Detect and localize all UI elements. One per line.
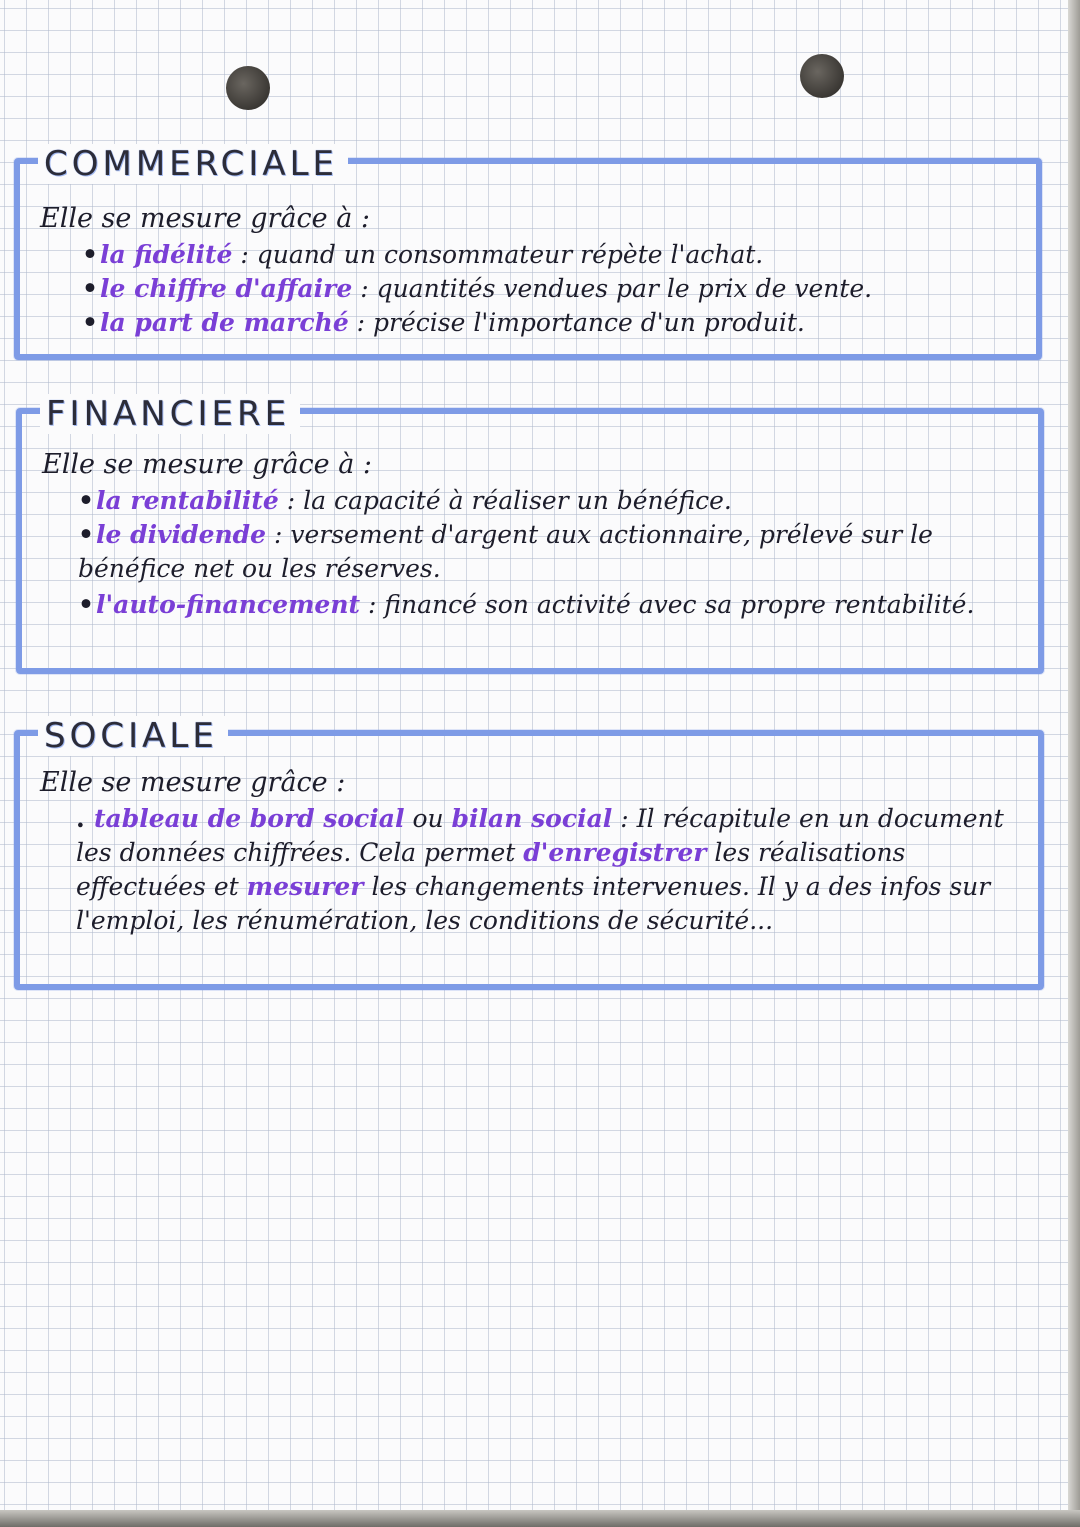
term: bilan social — [451, 804, 613, 833]
term: mesurer — [246, 872, 364, 901]
list-item — [78, 588, 1008, 622]
list-item — [82, 306, 805, 340]
section-commerciale — [14, 144, 1042, 360]
definition: : Il récapitule en un document les données chiffrées. Cela permet — [76, 804, 1004, 867]
definition: : la capacité à réaliser un bénéfice. — [286, 486, 732, 515]
list-item — [82, 272, 872, 306]
bullet: • — [82, 308, 98, 337]
list-item — [78, 518, 1008, 586]
section-sociale — [14, 716, 1044, 990]
definition: les réalisations effectuées et — [76, 838, 906, 901]
paper-edge-right — [1068, 0, 1080, 1527]
binder-hole-right — [800, 54, 844, 98]
definition: : financé son activité avec sa propre rentabilité. — [368, 590, 975, 619]
term: d'enregistrer — [523, 838, 707, 867]
bullet: • — [78, 590, 94, 619]
bullet: • — [82, 240, 98, 269]
intro-commerciale: Elle se mesure grâce à : — [40, 203, 370, 234]
section-title-commerciale: COMMERCIALE — [38, 144, 348, 184]
definition: : versement d'argent aux actionnaire, prélevé sur le bénéfice net ou les réserves. — [78, 520, 933, 583]
term: l'auto-financement — [96, 590, 361, 619]
bullet: • — [78, 486, 94, 515]
list-item — [78, 484, 732, 518]
section-title-sociale: SOCIALE — [38, 716, 228, 756]
term: le chiffre d'affaire — [100, 274, 353, 303]
paper-edge-bottom — [0, 1510, 1080, 1527]
intro-financiere: Elle se mesure grâce à : — [42, 449, 372, 480]
bullet: • — [82, 274, 98, 303]
binder-hole-left — [226, 66, 270, 110]
definition: : précise l'importance d'un produit. — [356, 308, 805, 337]
list-item — [76, 802, 1016, 938]
term: le dividende — [96, 520, 267, 549]
bullet: . — [76, 804, 85, 833]
definition: : quantités vendues par le prix de vente. — [360, 274, 873, 303]
intro-sociale: Elle se mesure grâce : — [40, 767, 346, 798]
term: tableau de bord social — [94, 804, 405, 833]
definition: : quand un consommateur répète l'achat. — [240, 240, 764, 269]
section-financiere — [16, 394, 1044, 674]
term: la part de marché — [100, 308, 349, 337]
definition: les changements intervenues. Il y a des infos sur l'emploi, les rénumération, les conditions de sécurité... — [76, 872, 991, 935]
term: la fidélité — [100, 240, 233, 269]
section-title-financiere: FINANCIERE — [40, 394, 300, 434]
bullet: • — [78, 520, 94, 549]
connector: ou — [412, 804, 444, 833]
list-item — [82, 238, 763, 272]
term: la rentabilité — [96, 486, 279, 515]
